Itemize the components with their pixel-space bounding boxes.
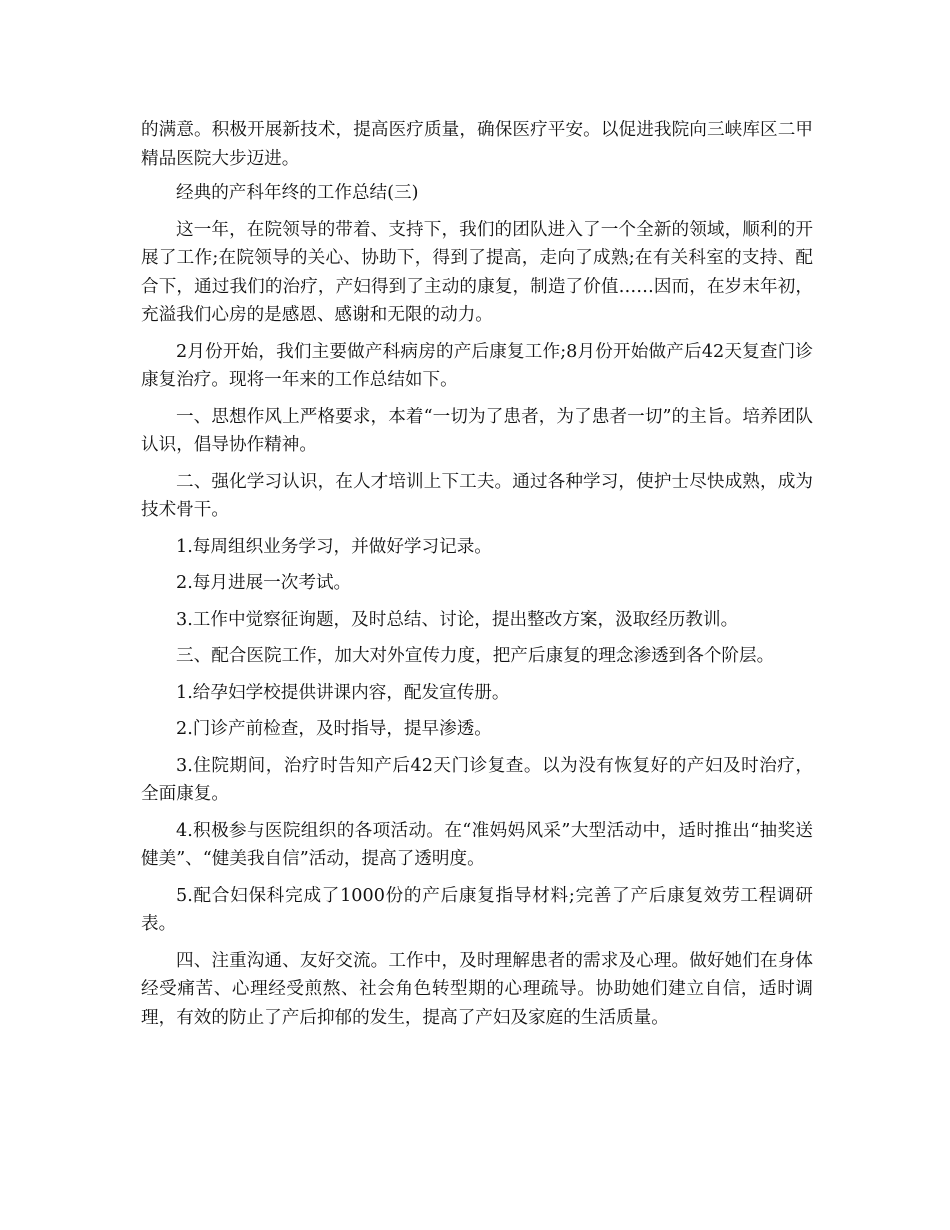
- list-item: 5.配合妇保科完成了1000份的产后康复指导材料;完善了产后康复效劳工程调研表。: [141, 885, 813, 934]
- heading-item-3: 三、配合医院工作，加大对外宣传力度，把产后康复的理念渗透到各个阶层。: [176, 646, 775, 666]
- paragraph-continuation: 的满意。积极开展新技术，提高医疗质量，确保医疗平安。以促进我院向三峡库区二甲精品医院大步迈进。: [141, 120, 813, 169]
- heading-item-1: 一、思想作风上严格要求，本着“一切为了患者，为了患者一切”的主旨。培养团队认识，倡导协作精神。: [141, 406, 813, 455]
- list-item: 2.门诊产前检查，及时指导，提早渗透。: [176, 719, 492, 739]
- paragraph-overview: 2月份开始，我们主要做产科病房的产后康复工作;8月份开始做产后42天复查门诊康复治疗。现将一年来的工作总结如下。: [141, 341, 813, 390]
- list-item: 3.工作中觉察征询题，及时总结、讨论，提出整改方案，汲取经历教训。: [176, 609, 739, 630]
- list-item: 3.住院期间，治疗时告知产后42天门诊复查。以为没有恢复好的产妇及时治疗，全面康复。: [141, 755, 813, 804]
- list-item: 2.每月进展一次考试。: [176, 573, 352, 593]
- section-title: 经典的产科年终的工作总结(三): [176, 183, 419, 203]
- document-body: [141, 116, 813, 1040]
- list-item: 1.给孕妇学校提供讲课内容，配发宣传册。: [176, 682, 510, 703]
- heading-item-4: 四、注重沟通、友好交流。工作中，及时理解患者的需求及心理。做好她们在身体经受痛苦、心理经受煎熬、社会角色转型期的心理疏导。协助她们建立自信，适时调理，有效的防止了产后抑郁的发生，提高了产妇及家庭的生活质量。: [141, 950, 813, 1028]
- paragraph-intro: 这一年，在院领导的带着、支持下，我们的团队进入了一个全新的领域，顺利的开展了工作;在院领导的关心、协助下，得到了提高，走向了成熟;在有关科室的支持、配合下，通过我们的治疗，产妇得到了主动的康复，制造了价值……因而，在岁末年初，充溢我们心房的是感恩、感谢和无限的动力。: [141, 219, 813, 325]
- list-item: 1.每周组织业务学习，并做好学习记录。: [176, 536, 492, 557]
- list-item: 4.积极参与医院组织的各项活动。在“准妈妈风采”大型活动中，适时推出“抽奖送健美”、“健美我自信”活动，提高了透明度。: [141, 820, 813, 869]
- heading-item-2: 二、强化学习认识，在人才培训上下工夫。通过各种学习，使护士尽快成熟，成为技术骨干。: [141, 471, 813, 520]
